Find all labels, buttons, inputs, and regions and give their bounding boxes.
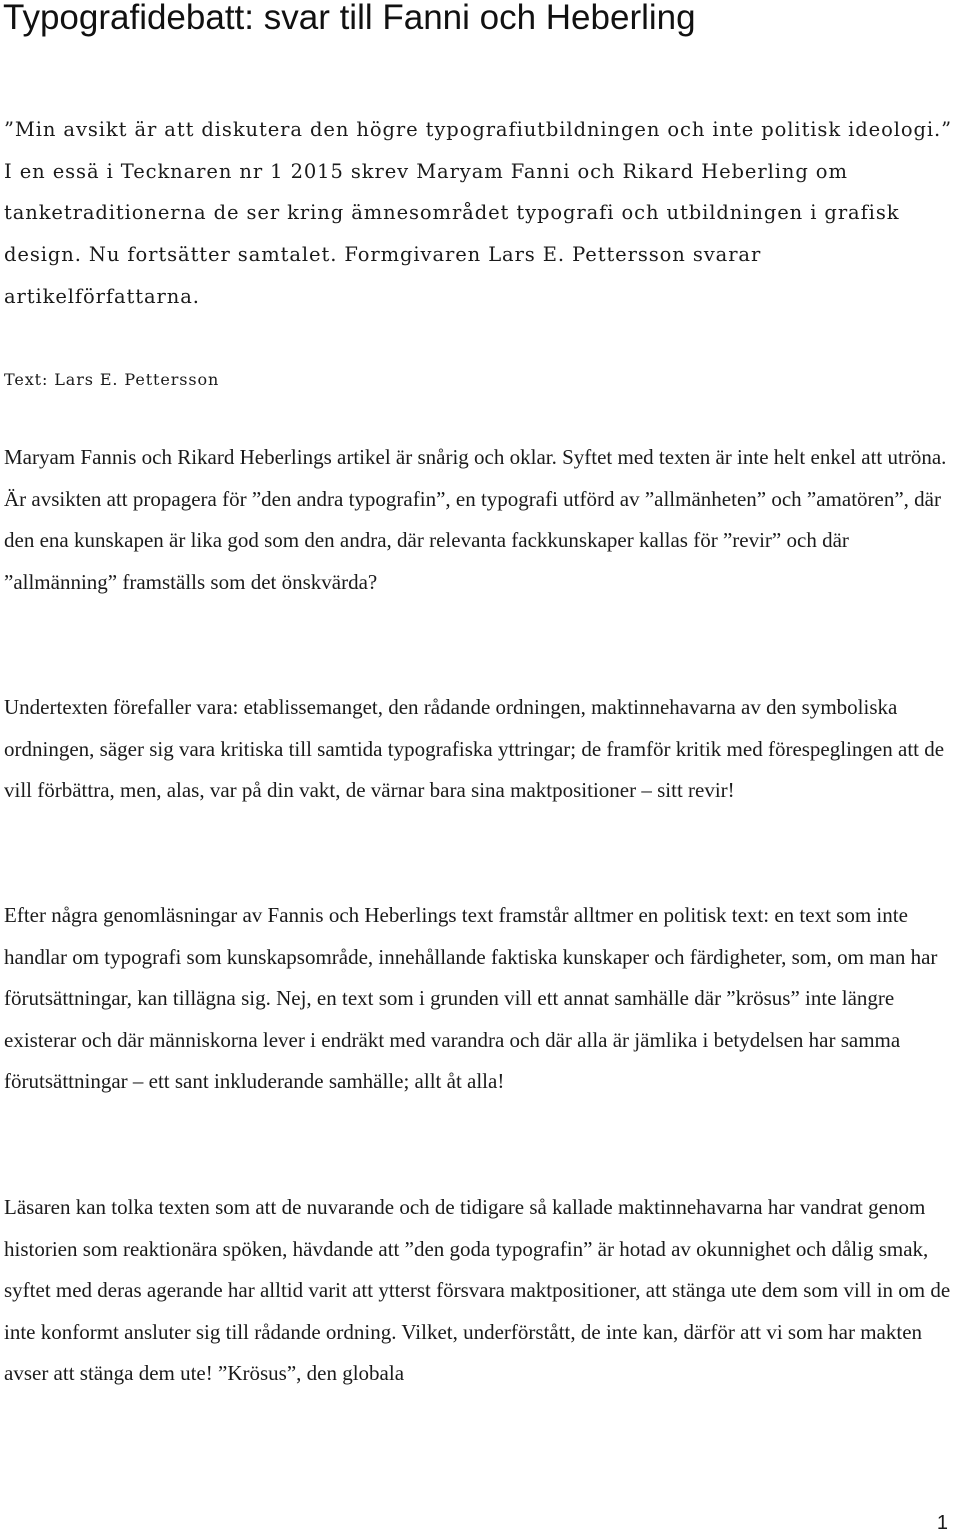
body-paragraph: Läsaren kan tolka texten som att de nuvarande och de tidigare så kallade maktinnehavarna har vandrat genom historien som reaktionära spöken, hävdande att ”den goda typografin” är hotad av okunnighet och dålig smak, syftet med deras agerande har alltid varit att ytterst försvara maktpositioner, att stänga ute dem som vill in om de inte konformt ansluter sig till rådande ordning. Vilket, underförstått, de inte kan, därför att vi som har makten avser att stänga dem ute! ”Krösus”, den globala [4,1195,951,1386]
page-number: 1 [936,1512,948,1534]
article-byline: Text: Lars E. Pettersson [4,370,220,389]
body-paragraph: Maryam Fannis och Rikard Heberlings artikel är snårig och oklar. Syftet med texten är inte helt enkel att utröna. Är avsikten att propagera för ”den andra typografin”, en typografi utförd av ”allmänheten” och ”amatören”, där den ena kunskapen är lika god som den andra, där relevanta fackkunskaper kallas för ”revir” och där ”allmänning” framställs som det önskvärda? [4,445,947,594]
body-paragraph: Undertexten förefaller vara: etablissemanget, den rådande ordningen, maktinnehavarna av den symboliska ordningen, säger sig vara kritiska till samtida typografiska yttringar; de framför kritik med förespeglingen att de vill förbättra, men, alas, var på din vakt, de värnar bara sina maktpositioner – sitt revir! [4,695,945,803]
article-ingress: ”Min avsikt är att diskutera den högre typografiutbildningen och inte politisk ideologi.” I en essä i Tecknaren nr 1 2015 skrev Maryam Fanni och Rikard Heberling om tanketraditionerna de ser kring ämnesområdet typografi och utbildningen i grafisk design. Nu fortsätter samtalet. Formgivaren Lars E. Pettersson svarar artikelförfattarna. [4,118,953,308]
article-title: Typografidebatt: svar till Fanni och Heberling [3,0,696,37]
body-paragraph: Efter några genomläsningar av Fannis och Heberlings text framstår alltmer en politisk text: en text som inte handlar om typografi som kunskapsområde, innehållande faktiska kunskaper och färdigheter, som, om man har förutsättningar, kan tillägna sig. Nej, en text som i grunden vill ett annat samhälle där ”krösus” inte längre existerar och där människorna lever i endräkt med varandra och där alla är jämlika i betydelsen har samma förutsättningar – ett sant inkluderande samhälle; allt åt alla! [4,903,938,1094]
